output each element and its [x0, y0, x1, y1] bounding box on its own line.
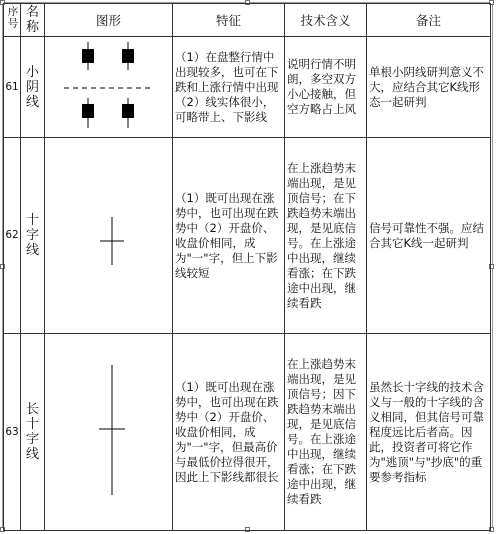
header-figure: 图形	[45, 4, 173, 37]
small-bearish-candle-icon	[45, 37, 173, 138]
table-row	[4, 138, 491, 334]
table-row	[4, 334, 491, 531]
row-feature: （1）在盘整行情中出现较多，也可在下跌和上涨行情中出现（2）线实体很小，可略带上、下影线	[173, 37, 285, 138]
row-name: 十字线	[21, 138, 45, 334]
doji-cross-icon	[45, 138, 173, 334]
row-index: 63	[4, 334, 21, 531]
row-note: 信号可靠性不强。应结合其它K线一起研判	[367, 138, 491, 334]
row-index: 62	[4, 138, 21, 334]
table-row	[4, 37, 491, 138]
header-feature: 特征	[173, 4, 285, 37]
header-name: 名称	[21, 4, 45, 37]
header-note: 备注	[367, 4, 491, 37]
row-tech: 在上涨趋势末端出现，是见顶信号；在下跌趋势末端出现，是见底信号。在上涨途中出现，继续看涨；在下跌途中出现，继续看跌	[285, 138, 367, 334]
header-tech: 技术含义	[285, 4, 367, 37]
row-note: 虽然长十字线的技术含义与一般的十字线的含义相同，但其信号可靠程度远比后者高。因此，投资者可将它作为"逃顶"与"抄底"的重要参考指标	[367, 334, 491, 531]
row-name: 小阴线	[21, 37, 45, 138]
header-index: 序号	[4, 4, 21, 37]
row-index: 61	[4, 37, 21, 138]
row-name: 长十字线	[21, 334, 45, 531]
row-feature: （1）既可出现在涨势中，也可出现在跌势中（2）开盘价、收盘价相同，成为"一"字，但上下影线较短	[173, 138, 285, 334]
row-feature: （1）既可出现在涨势中，也可出现在跌势中（2）开盘价、收盘价相同，成为"一"字，但最高价与最低价拉得很开，因此上下影线都很长	[173, 334, 285, 531]
row-tech: 说明行情不明朗，多空双方小心接触，但空方略占上风	[285, 37, 367, 138]
long-legged-doji-icon	[45, 334, 173, 531]
candlestick-pattern-table	[3, 3, 491, 531]
row-note: 单根小阴线研判意义不大，应结合其它K线形态一起研判	[367, 37, 491, 138]
row-tech: 在上涨趋势末端出现，是见顶信号；因下跌趋势末端出现，是见底信号。在上涨途中出现，继续看涨；在下跌途中出现，继续看跌	[285, 334, 367, 531]
header-row	[4, 4, 491, 37]
